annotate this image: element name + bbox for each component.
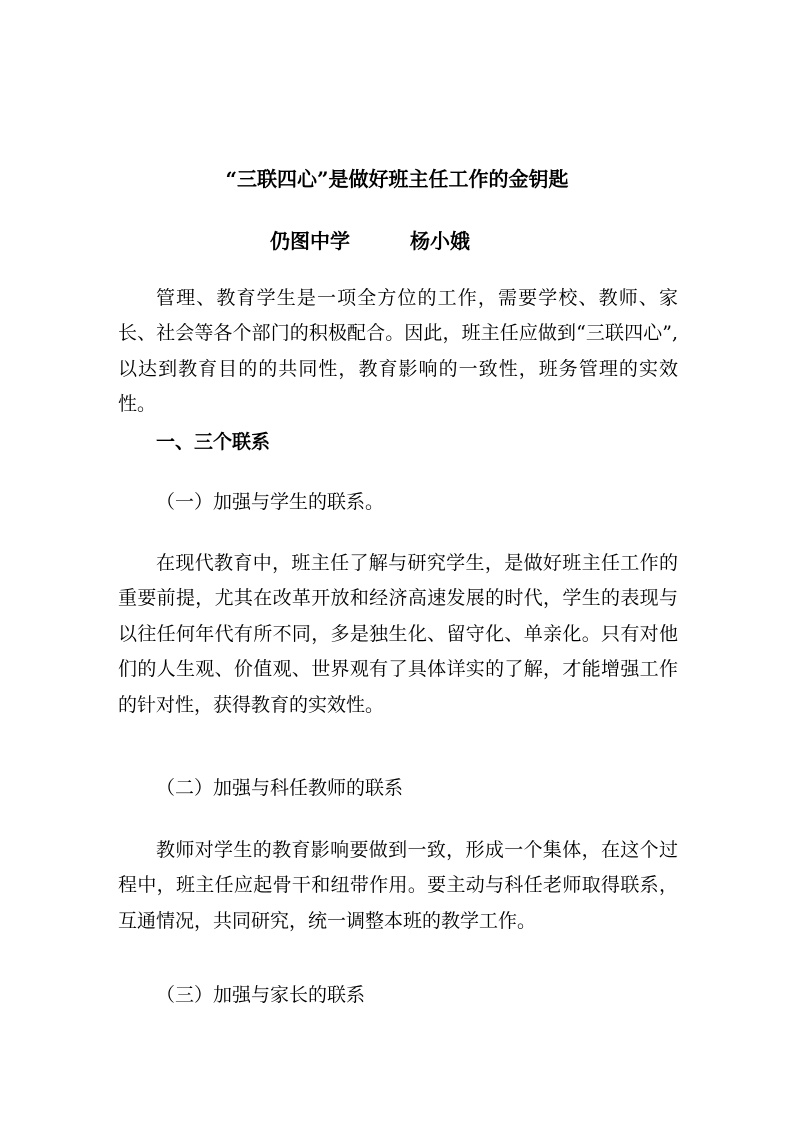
subsection-heading-3: （三）加强与家长的联系: [156, 984, 366, 1006]
subsection-body-1: 在现代教育中，班主任了解与研究学生，是做好班主任工作的重要前提，尤其在改革开放和经济高速发展的时代，学生的表现与以往任何年代有所不同，多是独生化、留守化、单亲化。只有对他们的人生观、价值观、世界观有了具体详实的了解，才能增强工作的针对性，获得教育的实效性。: [118, 552, 678, 716]
byline-author: 杨小娥: [410, 229, 470, 253]
subsection-body-2: 教师对学生的教育影响要做到一致，形成一个集体，在这个过程中，班主任应起骨干和纽带作用。要主动与科任老师取得联系，互通情况，共同研究，统一调整本班的教学工作。: [118, 839, 678, 932]
section-heading: 一、三个联系: [156, 431, 271, 453]
subsection-heading-2: （二）加强与科任教师的联系: [156, 777, 404, 799]
intro-paragraph: 管理、教育学生是一项全方位的工作，需要学校、教师、家长、社会等各个部门的积极配合。因此，班主任应做到“三联四心”,以达到教育目的的共同性，教育影响的一致性，班务管理的实效性。: [118, 287, 678, 416]
subsection-heading-1: （一）加强与学生的联系。: [156, 491, 385, 513]
document-title: “三联四心”是做好班主任工作的金钥匙: [225, 167, 569, 191]
byline-school: 仍图中学: [270, 229, 350, 253]
